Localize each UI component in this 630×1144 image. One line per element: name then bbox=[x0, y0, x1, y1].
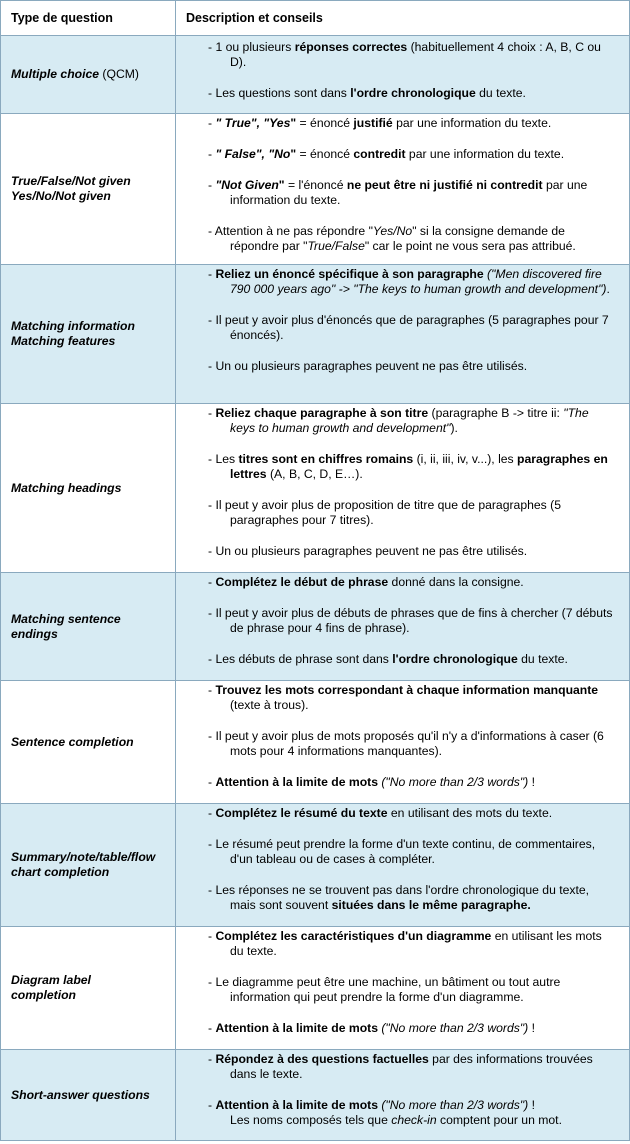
table-row bbox=[1, 573, 630, 681]
emphasis-text: ("No more than 2/3 words") bbox=[381, 1098, 529, 1112]
emphasis-text: Répondez à des questions factuelles bbox=[215, 1052, 429, 1066]
question-type-line bbox=[11, 973, 175, 988]
advice-text: . bbox=[606, 282, 610, 296]
advice-text: - bbox=[208, 1052, 216, 1066]
advice-text: du texte. bbox=[517, 652, 568, 666]
question-type-line bbox=[11, 850, 175, 865]
question-type-line bbox=[11, 67, 175, 82]
advice-text: donné dans la consigne. bbox=[388, 575, 524, 589]
description-cell bbox=[176, 1050, 630, 1141]
table-row bbox=[1, 114, 630, 265]
advice-text: - bbox=[208, 775, 216, 789]
emphasis-text bbox=[215, 147, 290, 161]
column-header-type: Type de question bbox=[1, 1, 176, 36]
column-header-description: Description et conseils bbox=[176, 1, 630, 36]
question-type-cell bbox=[1, 681, 176, 804]
advice-text: - Un ou plusieurs paragraphes peuvent ne pas être utilisés. bbox=[208, 544, 528, 558]
question-type-line bbox=[11, 174, 175, 189]
question-type-line bbox=[11, 612, 175, 627]
advice-text: - bbox=[208, 116, 216, 130]
question-type-text: True/False/Not given bbox=[11, 174, 131, 188]
advice-text: " si la consigne demande de répondre par " bbox=[230, 224, 565, 253]
advice-item bbox=[176, 729, 617, 759]
question-type-text: Matching information bbox=[11, 319, 135, 333]
description-cell bbox=[176, 804, 630, 927]
advice-text: par une information du texte. bbox=[392, 116, 552, 130]
emphasis-text: Reliez un énoncé spécifique à son paragraphe bbox=[215, 267, 484, 281]
question-type-cell bbox=[1, 1050, 176, 1141]
advice-item bbox=[176, 683, 617, 713]
advice-text: - bbox=[208, 1021, 216, 1035]
advice-text: - Le diagramme peut être une machine, un bâtiment ou tout autre information qui peut prendre la forme d'un diagramme. bbox=[208, 975, 561, 1004]
emphasis-text: l'ordre chronologique bbox=[392, 652, 518, 666]
advice-item bbox=[176, 359, 617, 374]
advice-item bbox=[176, 606, 617, 636]
advice-text: ). bbox=[450, 421, 458, 435]
advice-text: - Il peut y avoir plus de débuts de phrases que de fins à chercher (7 débuts de phrase pour 4 fins de phrase). bbox=[208, 606, 613, 635]
question-type-text: Summary/note/table/flow bbox=[11, 850, 156, 864]
advice-text: = énoncé bbox=[296, 147, 354, 161]
emphasis-text: situées dans le même paragraphe. bbox=[331, 898, 531, 912]
advice-text: - bbox=[208, 1098, 216, 1112]
emphasis-text: Complétez le début de phrase bbox=[215, 575, 389, 589]
emphasis-text: Yes/No bbox=[372, 224, 413, 238]
advice-text: - Les débuts de phrase sont dans bbox=[208, 652, 393, 666]
emphasis-text: Attention à la limite de mots bbox=[215, 1021, 378, 1035]
question-type-text: Sentence completion bbox=[11, 734, 134, 749]
advice-text: - bbox=[208, 147, 216, 161]
question-type-text: completion bbox=[11, 988, 77, 1002]
emphasis-text: Attention à la limite de mots bbox=[215, 775, 378, 789]
advice-item bbox=[176, 267, 617, 297]
description-cell bbox=[176, 114, 630, 265]
advice-text: - bbox=[208, 178, 216, 192]
advice-text: - Les réponses ne se trouvent pas dans l'ordre chronologique du texte, mais sont souvent bbox=[208, 883, 590, 912]
advice-text: - bbox=[208, 406, 216, 420]
emphasis-text bbox=[215, 116, 290, 130]
advice-item bbox=[176, 498, 617, 528]
question-type-cell bbox=[1, 265, 176, 404]
emphasis-text: " bbox=[278, 178, 285, 192]
question-type-cell bbox=[1, 36, 176, 114]
advice-item bbox=[176, 975, 617, 1005]
table-row bbox=[1, 681, 630, 804]
advice-text: du texte. bbox=[475, 86, 526, 100]
description-cell bbox=[176, 681, 630, 804]
advice-text: (paragraphe B -> titre ii: bbox=[428, 406, 564, 420]
question-type-cell bbox=[1, 573, 176, 681]
emphasis-text: réponses correctes bbox=[294, 40, 408, 54]
advice-text: - Un ou plusieurs paragraphes peuvent ne pas être utilisés. bbox=[208, 359, 528, 373]
advice-text: - Il peut y avoir plus de proposition de titre que de paragraphes (5 paragraphes pour 7 titres). bbox=[208, 498, 561, 527]
advice-text: = l'énoncé bbox=[284, 178, 347, 192]
advice-text: - bbox=[208, 806, 216, 820]
advice-item bbox=[176, 224, 617, 254]
description-cell bbox=[176, 36, 630, 114]
advice-item bbox=[176, 40, 617, 70]
description-cell bbox=[176, 927, 630, 1050]
advice-text: - Attention à ne pas répondre " bbox=[208, 224, 373, 238]
table-row bbox=[1, 1050, 630, 1141]
advice-text: comptent pour un mot. bbox=[436, 1113, 562, 1127]
emphasis-text: " bbox=[290, 147, 297, 161]
question-type-line bbox=[11, 735, 175, 750]
question-type-line bbox=[11, 988, 175, 1003]
question-type-line bbox=[11, 865, 175, 880]
emphasis-text: True/False bbox=[307, 239, 365, 253]
advice-item bbox=[176, 883, 617, 913]
emphasis-text: ("No more than 2/3 words") bbox=[381, 1021, 529, 1035]
advice-item bbox=[176, 1052, 617, 1082]
advice-text: ! bbox=[528, 775, 535, 789]
advice-item bbox=[176, 452, 617, 482]
question-type-line bbox=[11, 1088, 175, 1103]
question-type-text: endings bbox=[11, 626, 58, 641]
table-row bbox=[1, 36, 630, 114]
advice-text: " car le point ne vous sera pas attribué. bbox=[364, 239, 576, 253]
advice-text: (i, ii, iii, iv, v...), les bbox=[413, 452, 518, 466]
advice-text: par une information du texte. bbox=[405, 147, 565, 161]
question-type-line bbox=[11, 319, 175, 334]
advice-item bbox=[176, 1021, 617, 1036]
advice-text: - bbox=[208, 575, 216, 589]
advice-text: - bbox=[208, 683, 216, 697]
emphasis-text: " bbox=[290, 116, 297, 130]
emphasis-text: Complétez le résumé du texte bbox=[215, 806, 388, 820]
emphasis-text: justifié bbox=[353, 116, 393, 130]
question-type-line bbox=[11, 189, 175, 204]
question-type-line bbox=[11, 627, 175, 642]
emphasis-text: ("Men discovered fire 790 000 years ago" -> "The keys to human growth and development") bbox=[230, 267, 607, 296]
advice-text: (habituellement 4 choix : A, B, C ou D). bbox=[230, 40, 601, 69]
emphasis-text: Reliez chaque paragraphe à son titre bbox=[215, 406, 429, 420]
question-type-text: Diagram label bbox=[11, 973, 91, 987]
advice-item bbox=[176, 86, 617, 101]
question-type-text: chart completion bbox=[11, 865, 110, 879]
advice-text: par des informations trouvées dans le texte. bbox=[230, 1052, 593, 1081]
advice-text: - Il peut y avoir plus d'énoncés que de paragraphes (5 paragraphes pour 7 énoncés). bbox=[208, 313, 609, 342]
question-type-cell bbox=[1, 804, 176, 927]
advice-text: - Le résumé peut prendre la forme d'un texte continu, de commentaires, d'un tableau ou de cases à compléter. bbox=[208, 837, 596, 866]
advice-item bbox=[176, 406, 617, 436]
advice-item bbox=[176, 806, 617, 821]
emphasis-text bbox=[215, 178, 278, 192]
advice-text: par une information du texte. bbox=[230, 178, 588, 207]
emphasis-text: " True", "Yes bbox=[215, 116, 291, 130]
advice-text: = énoncé bbox=[296, 116, 354, 130]
question-type-line bbox=[11, 481, 175, 496]
table-row bbox=[1, 927, 630, 1050]
advice-text: - 1 ou plusieurs bbox=[208, 40, 295, 54]
emphasis-text: titres sont en chiffres romains bbox=[238, 452, 414, 466]
emphasis-text: "Not Given bbox=[215, 178, 279, 192]
advice-item bbox=[176, 575, 617, 590]
advice-item bbox=[176, 1098, 617, 1128]
advice-text: Les noms composés tels que bbox=[230, 1113, 392, 1127]
question-type-text: Short-answer questions bbox=[11, 1087, 150, 1102]
advice-item bbox=[176, 837, 617, 867]
emphasis-text: l'ordre chronologique bbox=[350, 86, 476, 100]
advice-text: - bbox=[208, 267, 216, 281]
advice-item bbox=[176, 652, 617, 667]
advice-text: - Les bbox=[208, 452, 239, 466]
advice-item bbox=[176, 929, 617, 959]
advice-text: en utilisant les mots du texte. bbox=[230, 929, 602, 958]
question-type-line bbox=[11, 334, 175, 349]
emphasis-text: " False", "No bbox=[215, 147, 291, 161]
advice-text: - Il peut y avoir plus de mots proposés qu'il n'y a d'informations à caser (6 mots pour 4 informations manquantes). bbox=[208, 729, 604, 758]
advice-text: ! bbox=[528, 1098, 535, 1112]
question-type-cell bbox=[1, 404, 176, 573]
question-type-text: Matching features bbox=[11, 334, 116, 348]
advice-text: (texte à trous). bbox=[230, 698, 309, 712]
advice-text: - Les questions sont dans bbox=[208, 86, 351, 100]
emphasis-text: check-in bbox=[391, 1113, 437, 1127]
table-header-row bbox=[1, 1, 630, 36]
table-row bbox=[1, 804, 630, 927]
question-type-cell bbox=[1, 114, 176, 265]
description-cell bbox=[176, 573, 630, 681]
question-type-text: Matching headings bbox=[11, 480, 122, 495]
emphasis-text: Trouvez les mots correspondant à chaque information manquante bbox=[215, 683, 599, 697]
description-cell bbox=[176, 265, 630, 404]
question-type-text: Matching sentence bbox=[11, 611, 121, 626]
table-row bbox=[1, 265, 630, 404]
advice-text: ! bbox=[528, 1021, 535, 1035]
advice-text: en utilisant des mots du texte. bbox=[387, 806, 553, 820]
advice-item bbox=[176, 544, 617, 559]
question-type-text: Multiple choice bbox=[11, 67, 100, 81]
advice-item bbox=[176, 313, 617, 343]
emphasis-text: Attention à la limite de mots bbox=[215, 1098, 378, 1112]
advice-item bbox=[176, 116, 617, 131]
advice-text: - bbox=[208, 929, 216, 943]
emphasis-text: contredit bbox=[353, 147, 406, 161]
emphasis-text: Complétez les caractéristiques d'un diagramme bbox=[215, 929, 492, 943]
question-type-text: Yes/No/Not given bbox=[11, 189, 111, 203]
advice-item bbox=[176, 775, 617, 790]
advice-item bbox=[176, 147, 617, 162]
advice-item bbox=[176, 178, 617, 208]
advice-text: (A, B, C, D, E…). bbox=[266, 467, 363, 481]
emphasis-text: ("No more than 2/3 words") bbox=[381, 775, 529, 789]
description-cell bbox=[176, 404, 630, 573]
question-type-cell bbox=[1, 927, 176, 1050]
table-row bbox=[1, 404, 630, 573]
emphasis-text: paragraphes en lettres bbox=[230, 452, 608, 481]
question-type-text: (QCM) bbox=[99, 67, 139, 81]
emphasis-text: "The keys to human growth and development" bbox=[230, 406, 589, 435]
emphasis-text: ne peut être ni justifié ni contredit bbox=[346, 178, 543, 192]
